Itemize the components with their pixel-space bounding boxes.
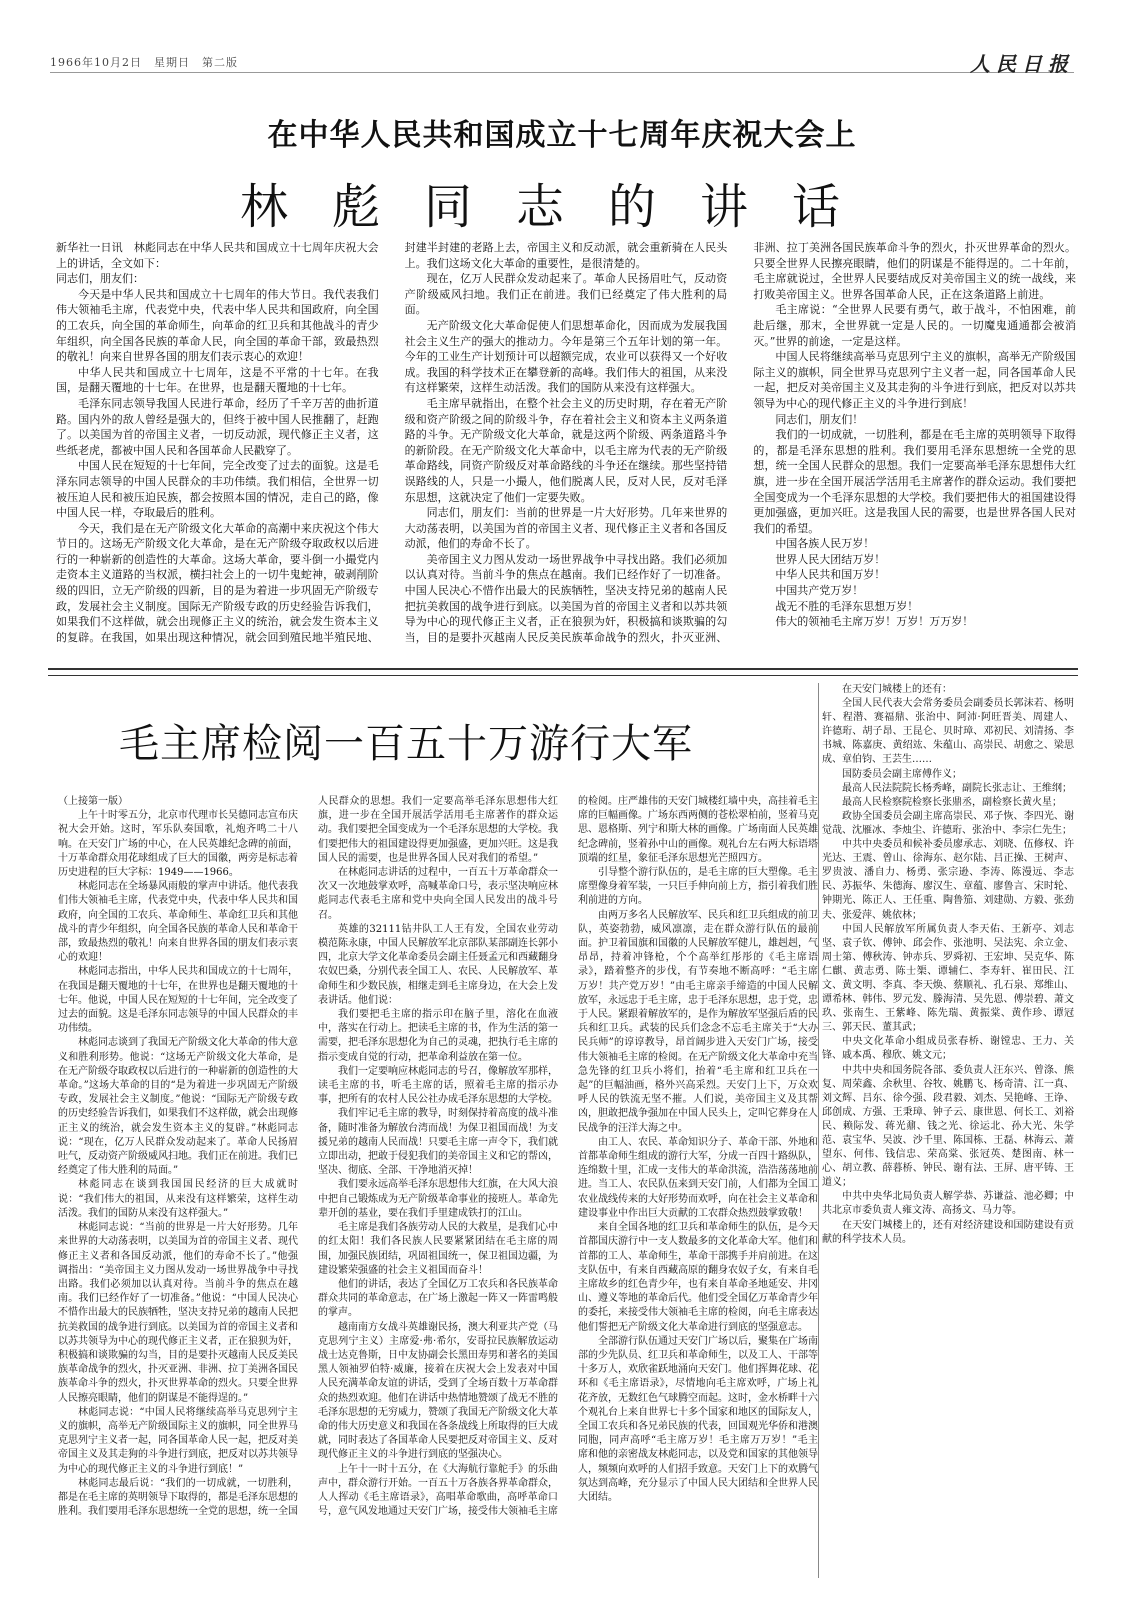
column-divider (818, 683, 819, 1578)
speech-paragraph: 无产阶级文化大革命促使人们思想革命化，因而成为发展我国社会主义生产的强大的推动力。今年是第三个五年计划的第一年。今年的工业生产计划预计可以超额完成，农业可以获得又一个好收成。我国的科学技术正在攀登新的高峰。我们伟大的祖国，从来没有这样繁荣，这样生动活泼。我们的国防从来没有这样强大。 (404, 318, 728, 395)
speech-paragraph: 毛主席说：“全世界人民要有勇气，敢于战斗，不怕困难，前赴后继，那末，全世界就一定是人民的。一切魔鬼通通都会被消灭。”世界的前途，一定是这样。 (753, 303, 1076, 348)
report-paragraph: 引导整个游行队伍的，是毛主席的巨大塑像。毛主席塑像身着军装，一只巨手伸向前上方，指引着我们胜利前进的方向。 (578, 867, 818, 907)
report-paragraph: （上接第一版） (58, 796, 128, 807)
report-paragraph: 上午十一时十五分，在《大海航行靠舵手》的乐曲声中，群众游行开始。一百五十万各族各界革命群众，人人挥动《毛主席语录》，高唱革命歌曲，高呼革命口号，意气风发地通过天安门广场，接受伟大领袖毛主席的检阅。庄严雄伟的天安门城楼红墙中央，高挂着毛主席的巨幅画像。广场东西两侧的苍松翠柏前，竖着马克思、恩格斯、列宁和斯大林的画像。广场南面人民英雄纪念碑前，竖着孙中山的画像。观礼台左右两大标语塔顶端的红星，象征毛泽东思想光芒照四方。 (318, 796, 818, 1518)
speech-slogan: 伟大的领袖毛主席万岁！万岁！万万岁！ (775, 615, 974, 629)
speech-paragraph: 中国人民在短短的十七年间，完全改变了过去的面貌。这是毛泽东同志领导的中国人民群众的丰功伟绩。我们相信，全世界一切被压迫人民和被压迫民族，都会按照本国的情况，走自己的路，像中国人民一样，夺取最后的胜利。 (56, 459, 379, 520)
speech-paragraph: 今天是中华人民共和国成立十七周年的伟大节日。我代表我们伟大领袖毛主席，代表党中央，代表中华人民共和国政府，向全国的工农兵，向全国的革命师生，向革命的红卫兵和其他战斗的青少年组织，向全国各民族的革命人民，向全国的革命干部，致最热烈的敬礼！向来自世界各国的朋友们表示衷心的欢迎！ (56, 287, 379, 364)
speech-slogan: 战无不胜的毛泽东思想万岁！ (775, 599, 919, 613)
speech-paragraph: 毛泽东同志领导我国人民进行革命，经历了千辛万苦的曲折道路。国内外的敌人曾经是强大的，但终于被中国人民推翻了，赶跑了。以美国为首的帝国主义者，一切反动派，现代修正主义者，这些纸老虎，都被中国人民和各国革命人民戳穿了。 (56, 396, 379, 457)
speech-slogan: 中国各族人民万岁！ (775, 537, 875, 551)
speech-paragraph: 我们的一切成就，一切胜利，都是在毛主席的英明领导下取得的，都是毛泽东思想的胜利。我们要用毛泽东思想统一全党的思想，统一全国人民群众的思想。我们一定要高举毛泽东思想伟大红旗，进一步在全国开展活学活用毛主席著作的群众运动。我们要把全国变成为一个毛泽东思想的大学校。我们要把伟大的祖国建设得更加强盛，更加兴旺。这是我国人民的需要，也是世界各国人民对我们的希望。 (753, 428, 1076, 535)
speech-slogan: 中国共产党万岁！ (775, 584, 864, 598)
report-paragraph: 林彪同志在谈到我国国民经济的巨大成就时说：“我们伟大的祖国，从来没有这样繁荣，这样生动活泼。我们的国防从来没有这样强大。” (58, 1179, 298, 1219)
report-paragraph: 在林彪同志讲话的过程中，一百五十万革命群众一次又一次地鼓掌欢呼，高喊革命口号，表示坚决响应林彪同志代表毛主席和党中央向全国人民发出的战斗号召。 (318, 867, 558, 921)
leaders-paragraph: 在天安门城楼上的，还有对经济建设和国防建设有贡献的科学技术人员。 (822, 1219, 1074, 1245)
report-paragraph: 由工人、农民、革命知识分子、革命干部、外地和首都革命师生组成的游行大军，分成一百四十路纵队，连绵数十里，汇成一支伟大的革命洪流，浩浩荡荡地前进。当工人、农民队伍来到天安门前，人们都为全国工农业战线传来的大好形势而欢呼，向在社会主义革命和建设事业中作出巨大贡献的工农群众热烈鼓掌致敬！ (578, 1136, 818, 1219)
leaders-paragraph: 中共中央华北局负责人解学恭、苏谦益、池必卿；中共北京市委负责人雍文涛、高扬文、马力等。 (822, 1191, 1074, 1217)
report-paragraph: 我们牢记毛主席的教导，时刻保持着高度的战斗准备，随时准备为解放台湾而战！为保卫祖国而战！为支援兄弟的越南人民而战！只要毛主席一声令下，我们就立即出动，把敢于侵犯我们的美帝国主义和它的帮凶，坚决、彻底、全部、干净地消灭掉！ (318, 1108, 558, 1177)
report-paragraph: 林彪同志指出，中华人民共和国成立的十七周年，在我国是翻天覆地的十七年，在世界也是翻天覆地的十七年。他说，中国人民在短短的十七年间，完全改变了过去的面貌。这是毛泽东同志领导的中国人民群众的丰功伟绩。 (58, 966, 298, 1035)
speech-paragraph: 同志们，朋友们：当前的世界是一片大好形势。几年来世界的大动荡表明，以美国为首的帝国主义者、现代修正主义者和各国反动派，他们的寿命不长了。 (404, 506, 728, 551)
report-paragraph: 林彪同志在全场暴风雨般的掌声中讲话。他代表我们伟大领袖毛主席，代表党中央，代表中华人民共和国政府，向全国的工农兵、革命师生、革命红卫兵和其他战斗的青少年组织，向全国各民族的革命人民和革命干部，致最热烈的敬礼！向来自世界各国的朋友们表示衷心的欢迎！ (58, 881, 298, 964)
speech-body (56, 240, 1076, 658)
report-paragraph: 由两万多名人民解放军、民兵和红卫兵组成的前卫队，英姿勃勃，威风凛凛，走在群众游行队伍的最前面。护卫着国旗和国徽的人民解放军健儿，雄赳赳，气昂昂，持着冲锋枪，个个高举红彤彤的《毛主席语录》，踏着整齐的步伐，有节奏地不断高呼：“毛主席万岁！共产党万岁！”由毛主席亲手缔造的中国人民解放军，永远忠于毛主席，忠于毛泽东思想，忠于党，忠于人民。紧跟着解放军的，是作为解放军坚强后盾的民兵和红卫兵。武装的民兵们念念不忘毛主席关于“大办民兵师”的谆谆教导，昂首阔步进入天安门广场，接受伟大领袖毛主席的检阅。在无产阶级文化大革命中充当急先锋的红卫兵小将们，抬着“毛主席和红卫兵在一起”的巨幅油画，格外兴高采烈。天安门上下，万众欢呼人民的铁流无坚不摧。人们说，美帝国主义及其帮凶，胆敢把战争强加在中国人民头上，定叫它葬身在人民战争的汪洋大海之中。 (578, 909, 818, 1134)
report-paragraph: 英雄的32111钻井队工人王有发，全国农业劳动模范陈永康，中国人民解放军北京部队某部副连长郭小四，北京大学文化革命委员会副主任聂孟元和西藏翻身农奴巴桑，分别代表全国工人、农民、人民解放军、革命师生和少数民族，相继走到毛主席身边，在大会上发表讲话。他们说： (318, 923, 558, 1006)
leaders-paragraph: 最高人民法院院长杨秀峰，副院长张志让、王维纲； (842, 782, 1072, 794)
report-paragraph: 越南南方女战斗英雄谢民扬，澳大利亚共产党（马克思列宁主义）主席爱·弗·希尔，安哥拉民族解放运动战士达克鲁斯，日中友协副会长黑田寿男和著名的美国黑人领袖罗伯特·威廉，接着在庆祝大会上发表对中国人民充满革命友谊的讲话，受到了全场百数十万革命群众的热烈欢迎。他们在讲话中热情地赞颂了战无不胜的毛泽东思想的无穷威力，赞颂了我国无产阶级文化大革命的伟大历史意义和我国在各条战线上所取得的巨大成就，同时表达了各国革命人民要把反对帝国主义、反对现代修正主义的斗争进行到底的坚强决心。 (318, 1321, 558, 1461)
speech-paragraph: 今天，我们是在无产阶级文化大革命的高潮中来庆祝这个伟大节日的。这场无产阶级文化大革命，是在无产阶级夺取政权以后进行的一种崭新的创造性的大革命。这场大革命，要斗倒一小撮党内走资本主义道路的当权派，横扫社会上的一切牛鬼蛇神，破剥削阶级的四旧，立无产阶级的四新，目的是为着进一步巩固无产阶级专政，发展社会主义制度。国际无产阶级专政的历史经验告诉我们，如果我们不这样做，就会出现修正主义的统治，就会发生资本主义的复辟。在我国，如果出现这种情况，就会回到殖民地半殖民地、封建半封建的老路上去，帝国主义和反动派，就会重新骑在人民头上。我们这场文化大革命的重要性，是很清楚的。 (56, 241, 728, 644)
report-paragraph: 我们要永远高举毛泽东思想伟大红旗，在大风大浪中把自己锻炼成为无产阶级革命事业的接班人。革命先辈开创的基业，要在我们手里建成铁打的江山。 (318, 1179, 558, 1219)
report-paragraph: 来自全国各地的红卫兵和革命师生的队伍，是今天首都国庆游行中一支人数最多的文化革命大军。他们和首都的工人、革命师生，革命干部携手并肩前进。在这支队伍中，有来自西藏高原的翻身农奴子女，有来自毛主席故乡的红色青少年，也有来自革命圣地延安、井冈山、遵义等地的革命后代。他们受全国亿万革命青少年的委托，来接受伟大领袖毛主席的检阅，向毛主席表达他们誓把无产阶级文化大革命进行到底的坚强意志。 (578, 1222, 818, 1333)
leaders-paragraph: 中共中央和国务院各部、委负责人汪东兴、曾涤、熊复、周荣鑫、余秋里、谷牧、姚鹏飞、杨奇清、江一真、刘文辉、吕东、徐今强、段君毅、刘杰、吴艳峰、王诤、邱创成、方强、王秉璋、钟子云、康世恩、何长工、刘裕民、赖际发、蒋光鼐、钱之光、徐运北、孙大光、朱学范、袁宝华、吴波、沙千里、陈国栋、王磊、林海云、萧望东、何伟、钱信忠、荣高棠、张冠英、楚图南、林一心、胡立教、薛暮桥、钟民、谢有法、王屏、唐平铸、王道义； (822, 1064, 1074, 1189)
section-divider (48, 668, 1078, 676)
report-paragraph: 他们的讲话，表达了全国亿万工农兵和各民族革命群众共同的革命意志，在广场上激起一阵又一阵雷鸣般的掌声。 (318, 1278, 558, 1319)
leaders-paragraph: 政协全国委员会副主席高崇民、邓子恢、李四光、谢觉哉、沈雁冰、李烛尘、许德珩、张治中、李宗仁先生； (822, 810, 1074, 836)
report-paragraph: 林彪同志说：“中国人民将继续高举马克思列宁主义的旗帜，高举无产阶级国际主义的旗帜，同全世界马克思列宁主义者一起，同各国革命人民一起，把反对美帝国主义及其走狗的斗争进行到底，把反对以苏共领导为中心的现代修正主义的斗争进行到底！” (58, 1406, 298, 1475)
report-paragraph: 我们要把毛主席的指示印在脑子里，溶化在血液中，落实在行动上。把读毛主席的书，作为生活的第一需要，把毛泽东思想化为自己的灵魂，把执行毛主席的指示变成自觉的行动，把革命利益放在第一位。 (318, 1009, 558, 1063)
leaders-paragraph: 中央文化革命小组成员张春桥、谢镗忠、王力、关锋、戚本禹、穆欣、姚文元； (822, 1036, 1074, 1062)
leaders-paragraph: 最高人民检察院检察长张鼎丞，副检察长黄火星； (842, 796, 1062, 808)
report-paragraph: 林彪同志说：“当前的世界是一片大好形势。几年来世界的大动荡表明，以美国为首的帝国主义者、现代修正主义者和各国反动派，他们的寿命不长了。”他强调指出：“美帝国主义力图从发动一场世界战争中寻找出路。我们必须加以认真对待。当前斗争的焦点在越南。我们已经作好了一切准备。”他说：“中国人民决心不惜作出最大的民族牺牲，坚决支持兄弟的越南人民把抗美救国的战争进行到底。以美国为首的帝国主义者和以苏共领导为中心的现代修正主义者，正在狼狈为奸，积极搞和谈欺骗的勾当，目的是要扑灭越南人民反美民族革命战争的烈火，扑灭亚洲、非洲、拉丁美洲各国民族革命斗争的烈火，扑灭世界革命的烈火。只要全世界人民擦亮眼睛，他们的阴谋是不能得逞的。” (58, 1222, 298, 1404)
masthead (50, 48, 1074, 76)
speech-paragraph: 中华人民共和国成立十七周年，这是不平常的十七年。在我国，是翻天覆地的十七年。在世界，也是翻天覆地的十七年。 (56, 365, 379, 395)
article-headline: 林彪同志的讲话 (239, 179, 884, 235)
dateline: 1966年10月2日 星期日 第二版 (50, 56, 238, 69)
report-paragraph: 我们一定要响应林彪同志的号召，像解放军那样，读毛主席的书，听毛主席的话，照着毛主席的指示办事，把所有的农村人民公社办成毛泽东思想的大学校。 (318, 1065, 558, 1106)
speech-paragraph: 新华社一日讯 林彪同志在中华人民共和国成立十七周年庆祝大会上的讲话，全文如下： (56, 241, 379, 270)
speech-paragraph: 中国人民将继续高举马克思列宁主义的旗帜，高举无产阶级国际主义的旗帜，同全世界马克思列宁主义者一起，同各国革命人民一起，把反对美帝国主义及其走狗的斗争进行到底，把反对以苏共领导为中心的现代修正主义的斗争进行到底！ (753, 350, 1076, 410)
report-paragraph: 毛主席是我们各族劳动人民的大救星，是我们心中的红太阳！我们各民族人民要紧紧团结在毛主席的周围，加强民族团结，巩固祖国统一，保卫祖国边疆，为建设繁荣强盛的社会主义祖国而奋斗！ (318, 1222, 558, 1276)
speech-paragraph: 现在，亿万人民群众发动起来了。革命人民扬眉吐气，反动资产阶级威风扫地。我们正在前进。我们已经奠定了伟大胜利的局面。 (404, 272, 728, 317)
leaders-list (822, 683, 1074, 1578)
leaders-paragraph: 全国人民代表大会常务委员会副委员长郭沫若、杨明轩、程潜、赛福鼎、张治中、阿沛·阿旺晋美、周建人、许德珩、胡子昂、王昆仑、贝时璋、邓初民、刘清扬、李书城、陈嘉庚、黄绍竑、朱蕴山、高崇民、胡愈之、梁思成、章伯钧、王芸生…… (822, 698, 1074, 766)
report-paragraph: 林彪同志谈到了我国无产阶级文化大革命的伟大意义和胜利形势。他说：“这场无产阶级文化大革命，是在无产阶级夺取政权以后进行的一种崭新的创造性的大革命。”这场大革命的目的“是为着进一步巩固无产阶级专政，发展社会主义制度。”他说：“国际无产阶级专政的历史经验告诉我们，如果我们不这样做，就会出现修正主义的统治，就会发生资本主义的复辟。”林彪同志说：“现在，亿万人民群众发动起来了。革命人民扬眉吐气，反动资产阶级威风扫地。我们正在前进。我们已经奠定了伟大胜利的局面。” (58, 1037, 298, 1177)
article-kicker: 在中华人民共和国成立十七周年庆祝大会上 (267, 118, 857, 153)
speech-paragraph: 同志们，朋友们！ (775, 412, 864, 426)
speech-slogan: 中华人民共和国万岁！ (775, 568, 886, 582)
leaders-intro: 在天安门城楼上的还有： (842, 684, 952, 695)
leaders-paragraph: 国防委员会副主席傅作义； (842, 768, 962, 780)
report-body (58, 795, 818, 1575)
speech-paragraph: 同志们，朋友们： (56, 272, 144, 286)
leaders-paragraph: 中国人民解放军所属负责人李天佑、王新亭、刘志坚、袁子钦、傅钟、邱会作、张池明、吴法宪、余立金、周士第、傅秋涛、钟赤兵、罗舜初、王宏坤、吴克华、陈仁麒、黄志勇、陈士榘、谭辅仁、李寿轩、崔田民、江文、黄文明、李真、李天焕、蔡顺礼、孔石泉、郑维山、谭希林、韩伟、罗元发、滕海清、吴先恩、傅崇碧、萧文玖、张南生、王紫峰、陈先瑞、黄振棠、黄作珍、谭冠三、郭天民、董其武； (822, 923, 1074, 1034)
report-paragraph: 上午十时零五分，北京市代理市长吴德同志宣布庆祝大会开始。这时，军乐队奏国歌，礼炮齐鸣二十八响。在天安门广场的中心，在人民英雄纪念碑的前面，十万革命群众用花球组成了巨大的国徽，两旁是标志着历史进程的巨大字标：1949——1966。 (58, 810, 298, 879)
paper-name: 人民日报 (970, 52, 1074, 76)
leaders-paragraph: 中共中央委员和候补委员廖承志、刘晓、伍修权、许光达、王震、曾山、徐海东、赵尔陆、吕正操、王树声、罗贵波、潘自力、杨勇、张宗逊、李涛、陈漫远、李志民、苏振华、朱德海、廖汉生、章蕴、廖鲁言、宋时轮、钟期光、陈正人、王任重、陶鲁笳、刘建勋、方毅、张劲夫、张爱萍、姚依林； (822, 839, 1074, 921)
speech-slogan: 世界人民大团结万岁！ (775, 552, 886, 566)
report-paragraph: 林彪同志最后说：“我们的一切成就，一切胜利，都是在毛主席的英明领导下取得的，都是毛泽东思想的胜利。我们要用毛泽东思想统一全党的思想，统一全国人民群众的思想。我们一定要高举毛泽东思想伟大红旗，进一步在全国开展活学活用毛主席著作的群众运动。我们要把全国变成为一个毛泽东思想的大学校。我们要把伟大的祖国建设得更加强盛，更加兴旺。这是我国人民的需要，也是世界各国人民对我们的希望。” (58, 796, 558, 1518)
report-headline: 毛主席检阅一百五十万游行大军 (119, 721, 693, 767)
speech-paragraph: 美帝国主义力图从发动一场世界战争中寻找出路。我们必须加以认真对待。当前斗争的焦点在越南。我们已经作好了一切准备。中国人民决心不惜作出最大的民族牺牲，坚决支持兄弟的越南人民把抗美救国的战争进行到底。以美国为首的帝国主义者和以苏共领导为中心的现代修正主义者，正在狼狈为奸，积极搞和谈欺骗的勾当，目的是要扑灭越南人民反美民族革命战争的烈火，扑灭亚洲、非洲、拉丁美洲各国民族革命斗争的烈火，扑灭世界革命的烈火。只要全世界人民擦亮眼睛，他们的阴谋是不能得逞的。二十年前，毛主席就说过，全世界人民要结成反对美帝国主义的统一战线，来打败美帝国主义。世界各国革命人民，正在这条道路上前进。 (404, 241, 1076, 644)
report-paragraph: 全部游行队伍通过天安门广场以后，聚集在广场南部的少先队员、红卫兵和革命师生，以及工人、干部等十多万人，欢欣雀跃地涌向天安门。他们挥舞花球、花环和《毛主席语录》，尽情地向毛主席欢呼，广场上礼花齐放，无数红色气球腾空而起。这时，金水桥畔十六个观礼台上来自世界七十多个国家和地区的国际友人，全国工农兵和各兄弟民族的代表，回国观光华侨和港澳同胞，同声高呼“毛主席万岁！毛主席万万岁！”毛主席和他的亲密战友林彪同志，以及党和国家的其他领导人，频频向欢呼的人们招手致意。天安门上下的欢腾气氛达到高峰，充分显示了中国人民大团结和全世界人民大团结。 (578, 1335, 818, 1503)
speech-paragraph: 毛主席早就指出，在整个社会主义的历史时期，存在着无产阶级和资产阶级之间的阶级斗争，存在着社会主义和资本主义两条道路的斗争。无产阶级文化大革命，就是这两个阶级、两条道路斗争的新阶段。在无产阶级文化大革命中，以毛主席为代表的无产阶级革命路线，同资产阶级反对革命路线的斗争还在继续。那些坚持错误路线的人，只是一小撮人，他们脱离人民，反对人民，反对毛泽东思想，这就决定了他们一定要失败。 (404, 396, 728, 504)
